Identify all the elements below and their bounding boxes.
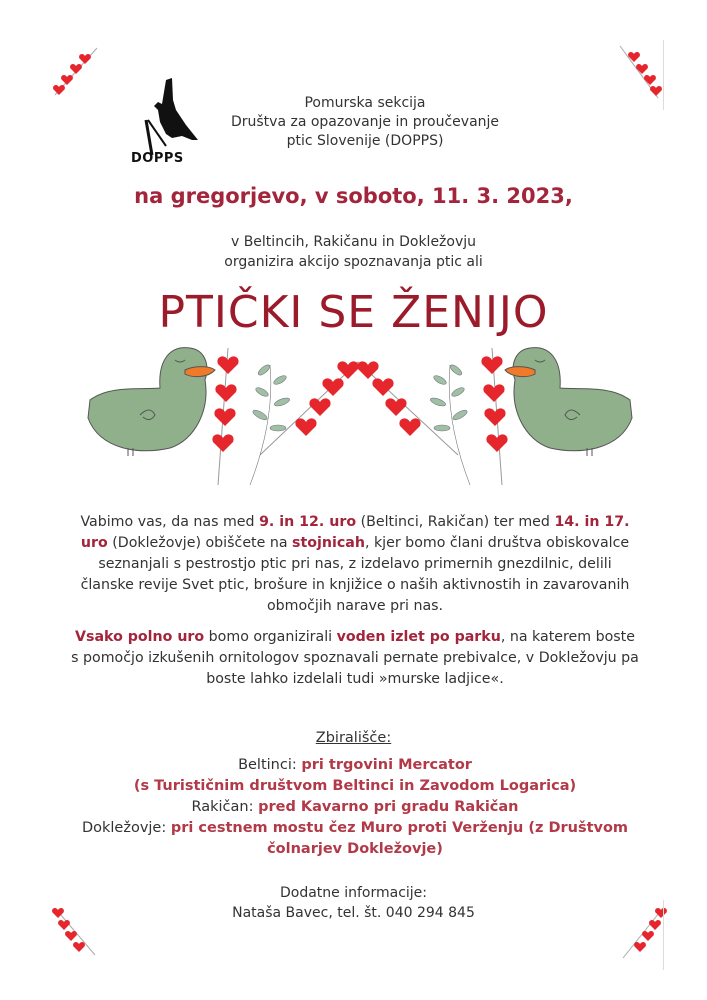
contact-info	[0, 883, 707, 923]
invitation-paragraph	[70, 512, 640, 617]
org-line: Društva za opazovanje in proučevanje	[230, 114, 500, 130]
green-bird-icon	[88, 348, 215, 456]
event-date: na gregorjevo, v soboto, 11. 3. 2023,	[134, 184, 573, 208]
highlight-every-hour: Vsako polno uro	[75, 629, 205, 645]
highlight-time-afternoon: 14. in 17. uro	[80, 514, 630, 551]
meeting-location-beltinci	[50, 755, 660, 776]
location-detail: pri cestnem mostu čez Muro proti Verženju (z Društvom čolnarjev Dokležovje)	[170, 820, 629, 857]
text-span: Vabimo vas, da nas med	[80, 514, 260, 530]
meeting-points-heading: Zbirališče:	[315, 730, 392, 746]
location-name: Dokležovje:	[81, 820, 171, 836]
page-title: PTIČKI SE ŽENIJO	[158, 287, 549, 338]
intro-text	[0, 232, 707, 272]
text-span: (Beltinci, Rakičan) ter med	[356, 514, 555, 530]
tour-paragraph	[70, 627, 640, 690]
birds-and-hearts-illustration	[80, 340, 640, 485]
green-bird-icon	[505, 348, 632, 456]
intro-line: organizira akcijo spoznavanja ptic ali	[224, 254, 483, 270]
highlight-stalls: stojnicah	[292, 535, 365, 551]
meeting-points-list	[50, 755, 660, 860]
heart-garland-top-left-icon	[45, 40, 115, 110]
meeting-location-rakican	[50, 797, 660, 818]
text-span: (Dokležovje) obiščete na	[107, 535, 293, 551]
location-name: Beltinci:	[238, 757, 302, 773]
location-detail: pri trgovini Mercator	[301, 757, 472, 773]
highlight-guided-tour: voden izlet po parku	[336, 629, 501, 645]
logo-text: DOPPS	[131, 151, 184, 166]
location-name: Rakičan:	[191, 799, 259, 815]
text-span: bomo organizirali	[204, 629, 337, 645]
intro-line: v Beltincih, Rakičanu in Dokležovju	[230, 234, 477, 250]
meeting-location-doklezovje	[50, 818, 660, 860]
text-span: , kjer bomo člani društva obiskovalce seznanjali s pestrostjo ptic pri nas, z izdelavo primernih gnezdilnic, delili članske revije Svet ptic, brošure in knjižice o naših aktivnostih in zavarovanih območjih narave pri nas.	[80, 535, 630, 614]
highlight-time-morning: 9. in 12. uro	[259, 514, 357, 530]
heart-garland-top-right-icon	[610, 40, 680, 110]
org-line: Pomurska sekcija	[304, 95, 426, 111]
contact-label: Dodatne informacije:	[279, 885, 428, 901]
divider-line	[663, 40, 664, 110]
organization-header	[210, 94, 520, 151]
location-detail-extra: (s Turističnim društvom Beltinci in Zavodom Logarica)	[133, 778, 577, 794]
org-line: ptic Slovenije (DOPPS)	[286, 133, 444, 149]
location-detail: pred Kavarno pri gradu Rakičan	[258, 799, 519, 815]
contact-person: Nataša Bavec, tel. št. 040 294 845	[232, 905, 475, 921]
text-span: , na katerem boste s pomočjo izkušenih ornitologov spoznavali pernate prebivalce, v Dokležovju pa boste lahko izdelali tudi »murske ladjice«.	[71, 629, 639, 687]
